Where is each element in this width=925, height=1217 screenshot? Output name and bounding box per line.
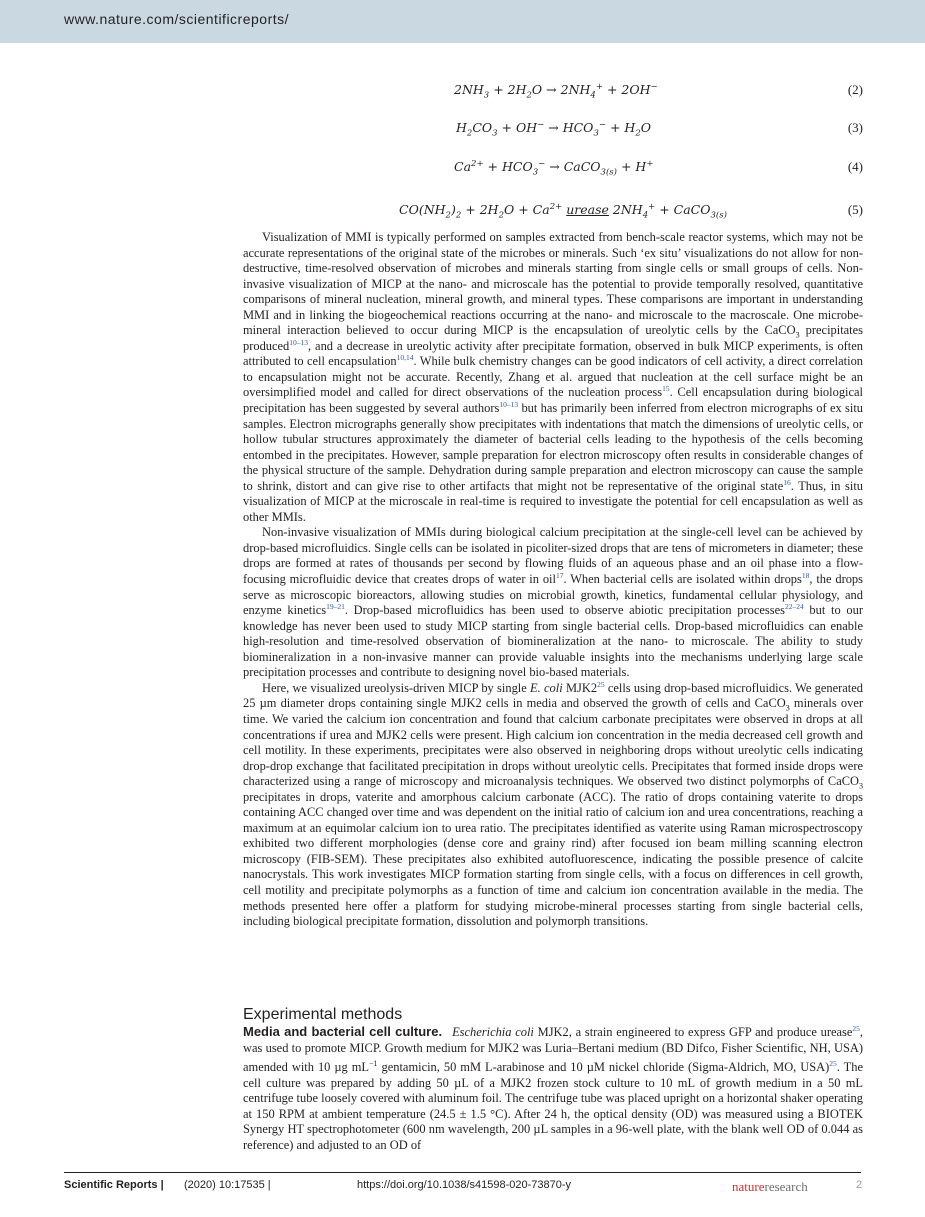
footer-doi-link[interactable]: https://doi.org/10.1038/s41598-020-73870-y bbox=[357, 1179, 572, 1191]
page-number: 2 bbox=[856, 1179, 863, 1191]
section-title: Experimental methods bbox=[243, 1006, 403, 1023]
footer-journal: Scientific Reports | bbox=[64, 1179, 164, 1191]
paragraph-microfluidics: Non-invasive visualization of MMIs during biological calcium precipitation at the single-cell level can be achieved by drop-based microfluidics. Single cells can be isolated in picoliter-sized drops that are tens of micrometers in diameter; these drops are formed at rates of thousands per second by flowing fluids of an aqueous phase and an oil phase into a flow-focusing microfluidic device that creates drops of water in oil$^{17}$. When bacterial cells are isolated within drops$^{18}$, the drops serve as microscopic bioreactors, allowing studies on microbial growth, kinetics, fundamental cellular physiology, and enzyme kinetics$^{19-21}$. Drop-based microfluidics has been used to observe abiotic precipitation processes$^{22-24}$ but to our knowledge has never been used to study MICP starting from single bacterial cells. Drop-based microfluidics can enable high-resolution and time-resolved observation of biomineralization at the nano- to microscale. The ability to study biomineralization in a non-invasive manner can provide valuable insights into the mechanisms underlying large scale precipitation processes and contribute to designing novel bio-based materials. bbox=[243, 525, 863, 680]
subsection-title: Media and bacterial cell culture. bbox=[243, 1024, 443, 1039]
urease-catalyst: urease bbox=[566, 202, 609, 218]
article-body bbox=[243, 230, 863, 930]
journal-url[interactable]: www.nature.com/scientificreports/ bbox=[64, 11, 290, 27]
equation-3: $H_2CO_3 + OH^- \to HCO_3^- + H_2O$ (3) bbox=[456, 120, 863, 139]
equation-number: (5) bbox=[847, 202, 863, 217]
equation-number: (3) bbox=[847, 120, 863, 135]
equation-number: (4) bbox=[847, 159, 863, 174]
paragraph-media-culture: Media and bacterial cell culture. Escherichia coli MJK2, a strain engineered to express GFP and produce urease$^{25}$, was used to promote MICP. Growth medium for MJK2 was Luria–Bertani medium (BD Difco, Fisher Scientific, NH, USA) amended with 10 µg $mL^{-1}$ gentamicin, 50 mM L-arabinose and 10 µM nickel chloride (Sigma-Aldrich, MO, USA)$^{25}$. The cell culture was prepared by adding 50 µL of a MJK2 frozen stock culture to 10 mL of growth medium in a 50 mL centrifuge tube loosely covered with aluminum foil. The centrifuge tube was placed upright on a horizontal shaker operating at 150 RPM at ambient temperature (24.5 ± 1.5 °C). After 24 h, the optical density (OD) was measured using a BIOTEK Synergy HT spectrophotometer (600 nm wavelength, 200 µL samples in a 96-well plate, with the blank well OD of 0.044 as reference) and adjusted to an OD of bbox=[243, 1023, 864, 1152]
equation-5: $CO(NH_2)_2 + 2H_2O + Ca^{2+}$ urease $2NH_4^+$ + CaCO$_{3(s)}$ (5) bbox=[399, 202, 863, 221]
journal-header-bar bbox=[0, 0, 925, 43]
footer-divider bbox=[64, 1172, 861, 1173]
paragraph-study-overview: Here, we visualized ureolysis-driven MICP by single E. coli MJK2$^{25}$ cells using drop-based microfluidics. We generated 25 µm diameter drops containing single MJK2 cells in media and observed the growth of cells and CaCO$_3$ minerals over time. We varied the calcium ion concentration and found that calcium carbonate precipitates were observed in drops at all concentrations if urea and MJK2 cells were present. High calcium ion concentration in the media decreased cell growth and cell motility. In these experiments, precipitates were also observed in neighboring drops without ureolytic cells indicating drop-drop exchange that facilitated precipitation in drops without ureolytic cells. Precipitates that formed inside drops were characterized using a range of microscopy and microanalysis techniques. We observed two distinct polymorphs of CaCO$_3$ precipitates in drops, vaterite and amorphous calcium carbonate (ACC). The ratio of drops containing vaterite to drops containing ACC changed over time and was dependent on the initial ratio of calcium ion and urea concentrations, reaching a maximum at an equimolar calcium ion to urea ratio. The precipitates identified as vaterite using Raman microspectroscopy exhibited two different morphologies (dense core and grainy rind) after focused ion beam milling scanning electron microscopy (FIB-SEM). These precipitates also exhibited autofluorescence, indicating the possible presence of calcite nanocrystals. This work investigates MICP formation starting from single cells, with a focus on differences in cell growth, cell motility and precipitate polymorphs as a function of time and calcium ion concentration available in the media. The methods presented here offer a platform for studying microbe-mineral processes starting from single bacterial cells, including biological precipitate formation, dissolution and polymorph transitions. bbox=[243, 679, 864, 929]
footer-volume: (2020) 10:17535 | bbox=[184, 1179, 271, 1191]
equation-number: (2) bbox=[847, 82, 863, 97]
paragraph-visualization: Visualization of MMI is typically performed on samples extracted from bench-scale reactor systems, which may not be accurate representations of the original state of the microbes or minerals. Such ‘ex situ’ visualizations do not allow for non-destructive, time-resolved observation of microbes and minerals starting from single cells or small groups of cells. Non-invasive visualization of MICP at the nano- and microscale has the potential to provide temporally resolved, quantitative comparisons of mineral nucleation, mineral growth, and mineral types. These comparisons are important in understanding MMI and in linking the biogeochemical reactions occurring at the nano- and microscale to the macroscale. One microbe-mineral interaction believed to occur during MICP is the encapsulation of ureolytic cells by the CaCO$_3$ precipitates produced$^{10-13}$, and a decrease in ureolytic activity after precipitate formation, observed in bulk MICP experiments, is often attributed to cell encapsulation$^{10,14}$. While bulk chemistry changes can be good indicators of cell activity, a direct correlation to encapsulation might not be accurate. Recently, Zhang et al. argued that nucleation at the cell surface might be an oversimplified model and called for direct observations of the nucleation process$^{15}$. Cell encapsulation during biological precipitation has been suggested by several authors$^{10-13}$ but has primarily been inferred from electron micrographs of ex situ samples. Electron micrographs generally show precipitates with indentations that match the dimensions of ureolytic cells, or hollow tubular structures approximately the diameter of bacterial cells leading to the hypothesis of the cells becoming entombed in the precipitates. However, sample preparation for electron microscopy often results in considerable changes of the physical structure of the sample. Dehydration during sample preparation and electron microscopy can cause the sample to shrink, distort and can give rise to other artifacts that might not be representative of the original state$^{16}$. Thus, in situ visualization of MICP at the microscale in real-time is required to investigate the potential for cell encapsulation as well as other MMIs. bbox=[243, 230, 864, 524]
methods-body bbox=[243, 1024, 863, 1154]
equation-2: $2NH_3 + 2H_2O \to 2NH_4^+ + 2OH^-$ (2) bbox=[454, 82, 863, 101]
nature-research-logo: natureresearch bbox=[732, 1179, 808, 1194]
equation-4: $Ca^{2+} + HCO_3^-$ → CaCO$_{3(s)}$ + H+ (4) bbox=[454, 159, 863, 178]
